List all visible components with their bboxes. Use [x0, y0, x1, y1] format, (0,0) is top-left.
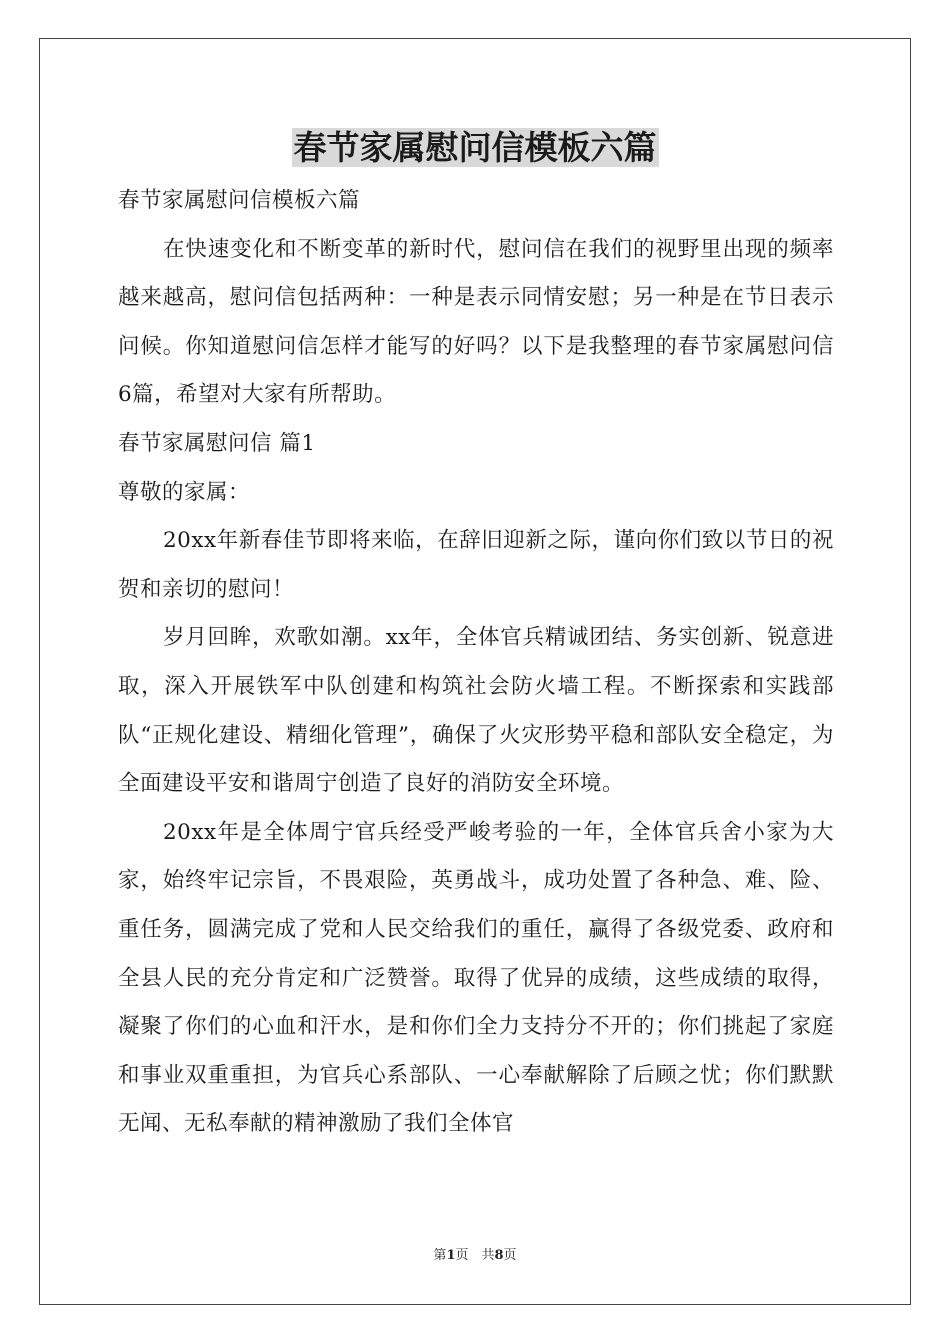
paragraph: 岁月回眸，欢歌如潮。xx年，全体官兵精诚团结、务实创新、锐意进取，深入开展铁军中队创建和构筑社会防火墙工程。不断探索和实践部队“正规化建设、精细化管理”，确保了火灾形势平稳和部队安全稳定，为全面建设平安和谐周宁创造了良好的消防安全环境。: [118, 625, 834, 797]
document-body: [118, 177, 834, 1149]
footer-total-pages: 8: [494, 1248, 504, 1263]
paragraph: 在快速变化和不断变革的新时代，慰问信在我们的视野里出现的频率越来越高，慰问信包括两种：一种是表示同情安慰；另一种是在节日表示问候。你知道慰问信怎样才能写的好吗？以下是我整理的春节家属慰问信6篇，希望对大家有所帮助。: [118, 236, 834, 408]
footer-current-page: 1: [446, 1248, 456, 1263]
section-heading: 春节家属慰问信 篇1: [118, 430, 316, 456]
document-title: [0, 126, 950, 170]
page-footer: [0, 1247, 950, 1265]
salutation: 尊敬的家属：: [118, 479, 251, 505]
footer-mid: 页 共: [455, 1248, 495, 1263]
paragraph: 春节家属慰问信模板六篇: [118, 188, 361, 213]
footer-prefix: 第: [433, 1248, 447, 1263]
document-title-text: 春节家属慰问信模板六篇: [293, 128, 657, 167]
paragraph: 20xx年是全体周宁官兵经受严峻考验的一年，全体官兵舍小家为大家，始终牢记宗旨，不畏艰险，英勇战斗，成功处置了各种急、难、险、重任务，圆满完成了党和人民交给我们的重任，赢得了各级党委、政府和全县人民的充分肯定和广泛赞誉。取得了优异的成绩，这些成绩的取得，凝聚了你们的心血和汗水，是和你们全力支持分不开的；你们挑起了家庭和事业双重重担，为官兵心系部队、一心奉献解除了后顾之忧；你们默默无闻、无私奉献的精神激励了我们全体官: [118, 819, 834, 1137]
footer-suffix: 页: [503, 1248, 517, 1263]
paragraph: 20xx年新春佳节即将来临，在辞旧迎新之际，谨向你们致以节日的祝贺和亲切的慰问！: [118, 528, 834, 602]
